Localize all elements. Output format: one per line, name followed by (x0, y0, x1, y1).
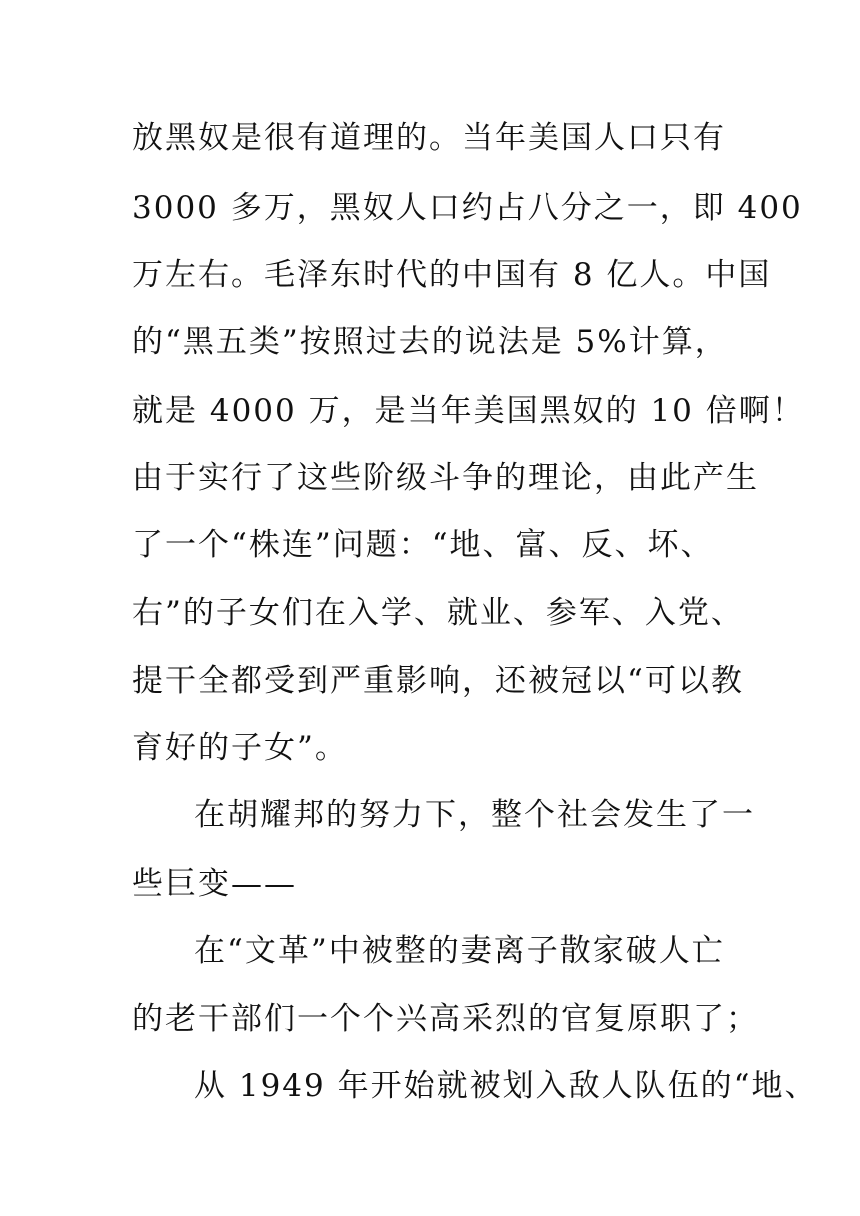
text-line: 放黑奴是很有道理的。当年美国人口只有 (132, 120, 726, 156)
text-line: 些巨变—— (132, 866, 297, 902)
text-line: 就是 4000 万，是当年美国黑奴的 10 倍啊！ (132, 393, 805, 429)
paragraph-start-line: 在“文革”中被整的妻离子散家破人亡 (194, 933, 725, 969)
text-line: 由于实行了这些阶级斗争的理论，由此产生 (132, 460, 759, 496)
text-line: 了一个“株连”问题：“地、富、反、坏、 (132, 527, 714, 563)
paragraph-start-line: 从 1949 年开始就被划入敌人队伍的“地、 (194, 1068, 818, 1104)
text-line: 育好的子女”。 (132, 730, 348, 766)
text-line: 右”的子女们在入学、就业、参军、入党、 (132, 595, 744, 631)
text-line: 提干全都受到严重影响，还被冠以“可以教 (132, 663, 744, 699)
text-line: 的老干部们一个个兴高采烈的官复原职了； (132, 1001, 759, 1037)
text-line: 万左右。毛泽东时代的中国有 8 亿人。中国 (132, 257, 772, 293)
text-line: 的“黑五类”按照过去的说法是 5%计算， (132, 324, 728, 360)
paragraph-start-line: 在胡耀邦的努力下，整个社会发生了一 (194, 797, 755, 833)
text-line: 3000 多万，黑奴人口约占八分之一，即 400 (132, 190, 803, 226)
